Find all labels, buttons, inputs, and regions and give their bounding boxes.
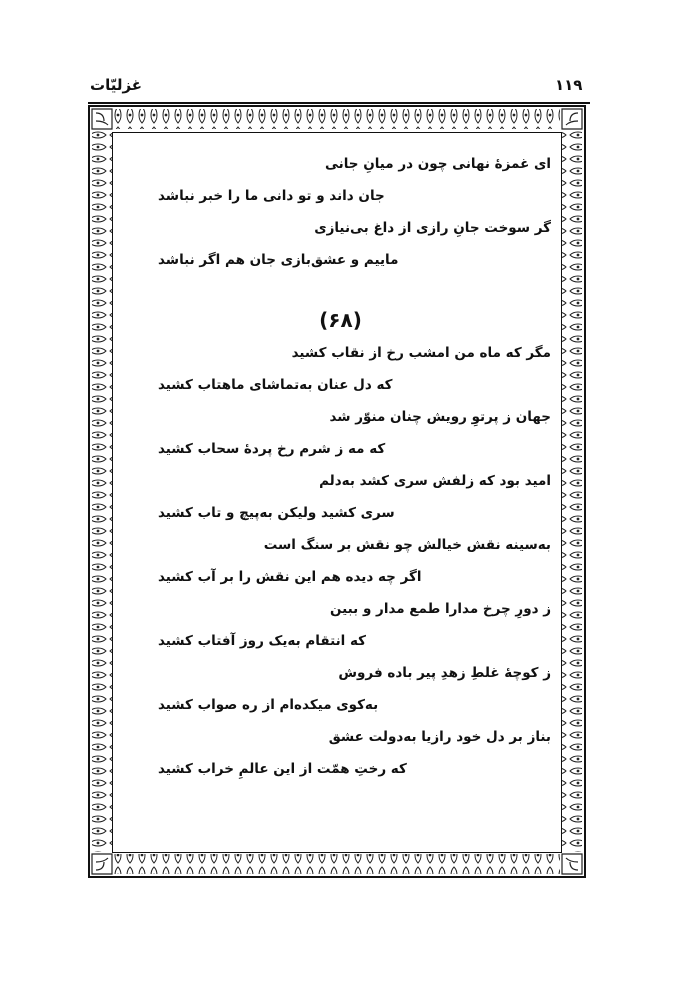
verse-line: گر سوخت جانِ رازی از داغ بی‌نیازی [314,220,551,236]
verse-line: امید بود که زلفش سری کشد به‌دلم [319,473,551,489]
running-header-title: غزلیّات [90,76,143,94]
border-band-left [92,131,112,852]
verse-line: بناز بر دل خود رازیا به‌دولت عشق [328,729,551,745]
border-band-bottom [114,854,560,874]
verse-line: ز کوچهٔ غلطِ زهدِ پیر باده فروش [338,665,551,681]
verse-line: ماییم و عشق‌بازی جان هم اگر نباشد [158,252,399,268]
verse-line: که انتقام به‌یک روز آفتاب کشید [158,633,367,649]
verse-line: که دل عنان به‌تماشای ماهتاب کشید [158,377,393,393]
verse-line: جهان ز پرتوِ رویش چنان منوّر شد [329,409,551,425]
header-rule [88,102,590,104]
verse-line: که رختِ همّت از این عالمِ خراب کشید [158,761,407,777]
verse-line: ز دورِ چرخ مدارا طمع مدار و ببین [330,601,551,617]
verse-line: به‌کوی میکده‌ام از ره صواب کشید [158,697,379,713]
verse-line: ای غمزهٔ نهانی چون در میانِ جانی [324,156,551,172]
border-band-top [114,109,560,129]
verse-line: اگر چه دیده هم این نقش را بر آب کشید [158,569,422,585]
poem-number-heading: (۶۸) [319,308,362,332]
verse-line: مگر که ماه من امشب رخ از نقاب کشید [291,345,551,361]
border-band-right [562,131,582,852]
page-number: ۱۱۹ [555,76,583,94]
verse-line: به‌سینه نقش خیالش چو نقش بر سنگ است [263,537,551,553]
verse-line: سری کشید ولیکن به‌پیچ و تاب کشید [158,505,395,521]
verse-line: که مه ز شرم رخ پردهٔ سحاب کشید [158,441,386,457]
verse-line: جان داند و تو دانی ما را خبر نباشد [158,188,385,204]
